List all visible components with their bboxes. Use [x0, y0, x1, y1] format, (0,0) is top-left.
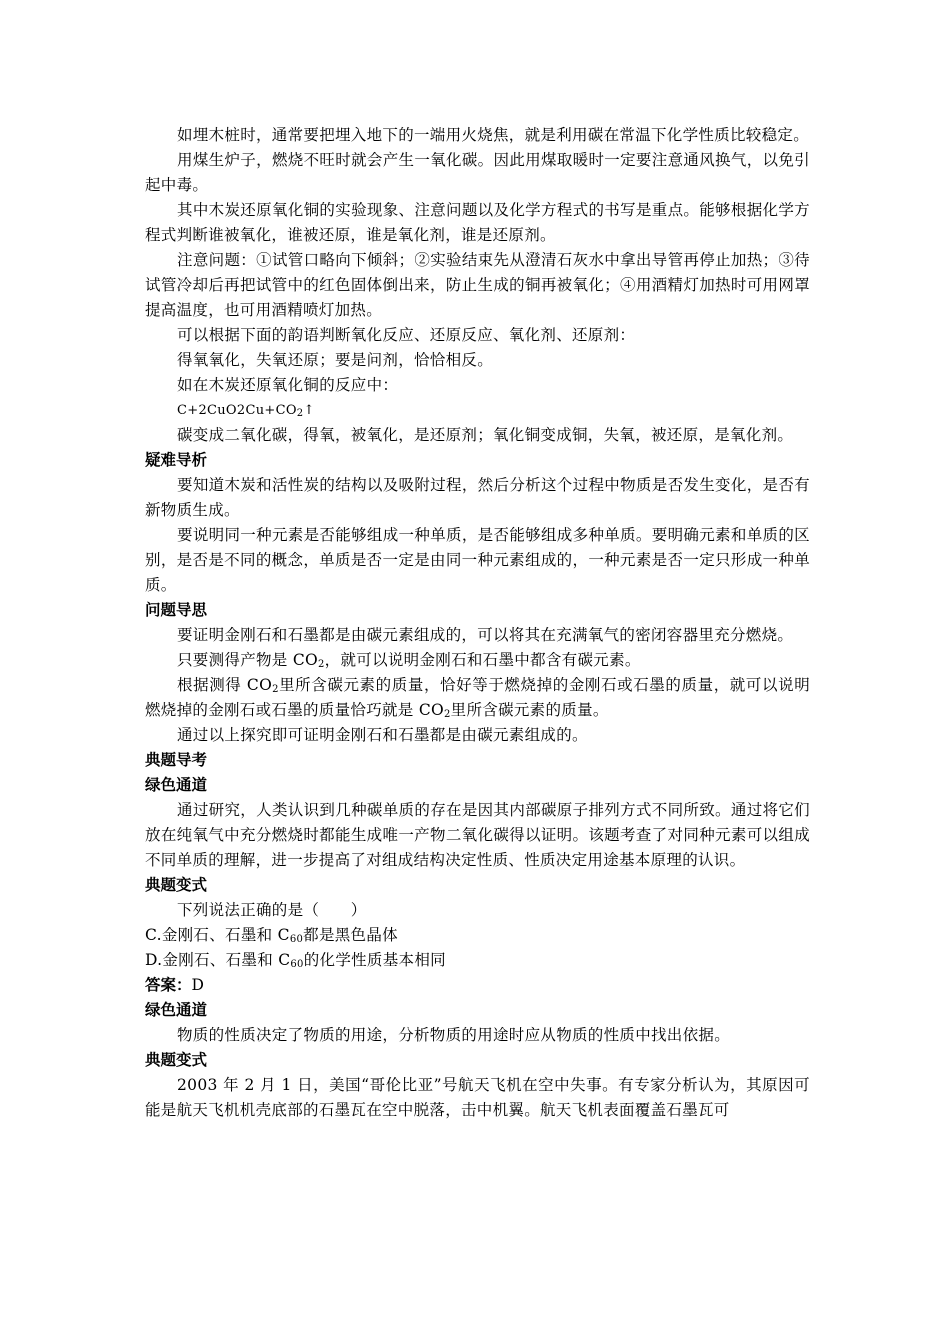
paragraph: 通过以上探究即可证明金刚石和石墨都是由碳元素组成的。 [177, 726, 588, 744]
text-run: 的化学性质基本相同 [303, 951, 446, 969]
text-run: 里所含碳元素的质量。 [450, 701, 609, 719]
gas-arrow: ↑ [303, 403, 315, 418]
section-heading: 绿色通道 [145, 776, 208, 794]
subscript: 2 [296, 408, 304, 419]
subscript: 2 [444, 709, 451, 720]
question-stem: 下列说法正确的是（ ） [177, 901, 367, 919]
document-body [145, 123, 810, 1123]
paragraph: 用煤生炉子，燃烧不旺时就会产生一氧化碳。因此用煤取暖时一定要注意通风换气，以免引起中毒。 [145, 151, 810, 194]
text-run: ，就可以说明金刚石和石墨中都含有碳元素。 [324, 651, 641, 669]
paragraph: 注意问题：①试管口略向下倾斜；②实验结束先从澄清石灰水中拿出导管再停止加热；③待试管冷却后再把试管中的红色固体倒出来，防止生成的铜再被氧化；④用酒精灯加热时可用网罩提高温度，也可用酒精喷灯加热。 [145, 251, 810, 319]
section-heading: 典题变式 [145, 1051, 208, 1069]
paragraph: 可以根据下面的韵语判断氧化反应、还原反应、氧化剂、还原剂： [177, 326, 636, 344]
paragraph: 要证明金刚石和石墨都是由碳元素组成的，可以将其在充满氧气的密闭容器里充分燃烧。 [177, 626, 794, 644]
answer-label: 答案： [145, 976, 192, 994]
equation [145, 398, 810, 423]
paragraph: 2003 年 2 月 1 日，美国“哥伦比亚”号航天飞机在空中失事。有专家分析认为，其原因可能是航天飞机机壳底部的石墨瓦在空中脱落，击中机翼。航天飞机表面覆盖石墨瓦可 [145, 1076, 810, 1119]
option-c [145, 923, 810, 948]
answer-line [145, 973, 810, 998]
subscript: 60 [290, 959, 304, 970]
subscript: 2 [318, 659, 325, 670]
section-heading: 疑难导析 [145, 451, 208, 469]
option-d [145, 948, 810, 973]
text-run: 根据测得 CO [177, 676, 273, 694]
paragraph: 其中木炭还原氧化铜的实验现象、注意问题以及化学方程式的书写是重点。能够根据化学方程式判断谁被氧化，谁被还原，谁是氧化剂，谁是还原剂。 [145, 201, 810, 244]
paragraph: 要知道木炭和活性炭的结构以及吸附过程，然后分析这个过程中物质是否发生变化，是否有新物质生成。 [145, 476, 810, 519]
subscript: 60 [289, 934, 304, 945]
paragraph: 如在木炭还原氧化铜的反应中： [177, 376, 399, 394]
paragraph: 如埋木桩时，通常要把埋入地下的一端用火烧焦，就是利用碳在常温下化学性质比较稳定。 [177, 126, 810, 144]
section-heading: 绿色通道 [145, 1001, 208, 1019]
answer-value: D [191, 976, 204, 994]
subscript: 2 [272, 684, 279, 695]
section-heading: 典题变式 [145, 876, 208, 894]
text-run: 都是黑色晶体 [303, 926, 398, 944]
text-run: 里所含碳元素的质量，恰好等于燃烧掉的金刚石或石墨的质量，就可以说明燃烧掉的金刚石或石墨的质量恰巧就是 CO [145, 676, 810, 719]
section-heading: 典题导考 [145, 751, 208, 769]
paragraph: 得氧氧化，失氧还原；要是问剂，恰恰相反。 [177, 351, 494, 369]
paragraph: 碳变成二氧化碳，得氧，被氧化，是还原剂；氧化铜变成铜，失氧，被还原，是氧化剂。 [177, 426, 794, 444]
text-run: D.金刚石、石墨和 C [145, 951, 291, 969]
paragraph [145, 648, 810, 673]
paragraph [145, 673, 810, 723]
equation-text: C+2CuO2Cu+CO [177, 403, 297, 418]
paragraph: 要说明同一种元素是否能够组成一种单质，是否能够组成多种单质。要明确元素和单质的区别，是否是不同的概念，单质是否一定是由同一种元素组成的，一种元素是否一定只形成一种单质。 [145, 526, 810, 594]
paragraph: 通过研究，人类认识到几种碳单质的存在是因其内部碳原子排列方式不同所致。通过将它们放在纯氧气中充分燃烧时都能生成唯一产物二氧化碳得以证明。该题考查了对同种元素可以组成不同单质的理解，进一步提高了对组成结构决定性质、性质决定用途基本原理的认识。 [145, 801, 810, 869]
text-run: 只要测得产物是 CO [177, 651, 318, 669]
text-run: C.金刚石、石墨和 C [145, 926, 290, 944]
paragraph: 物质的性质决定了物质的用途，分析物质的用途时应从物质的性质中找出依据。 [177, 1026, 731, 1044]
section-heading: 问题导思 [145, 601, 208, 619]
